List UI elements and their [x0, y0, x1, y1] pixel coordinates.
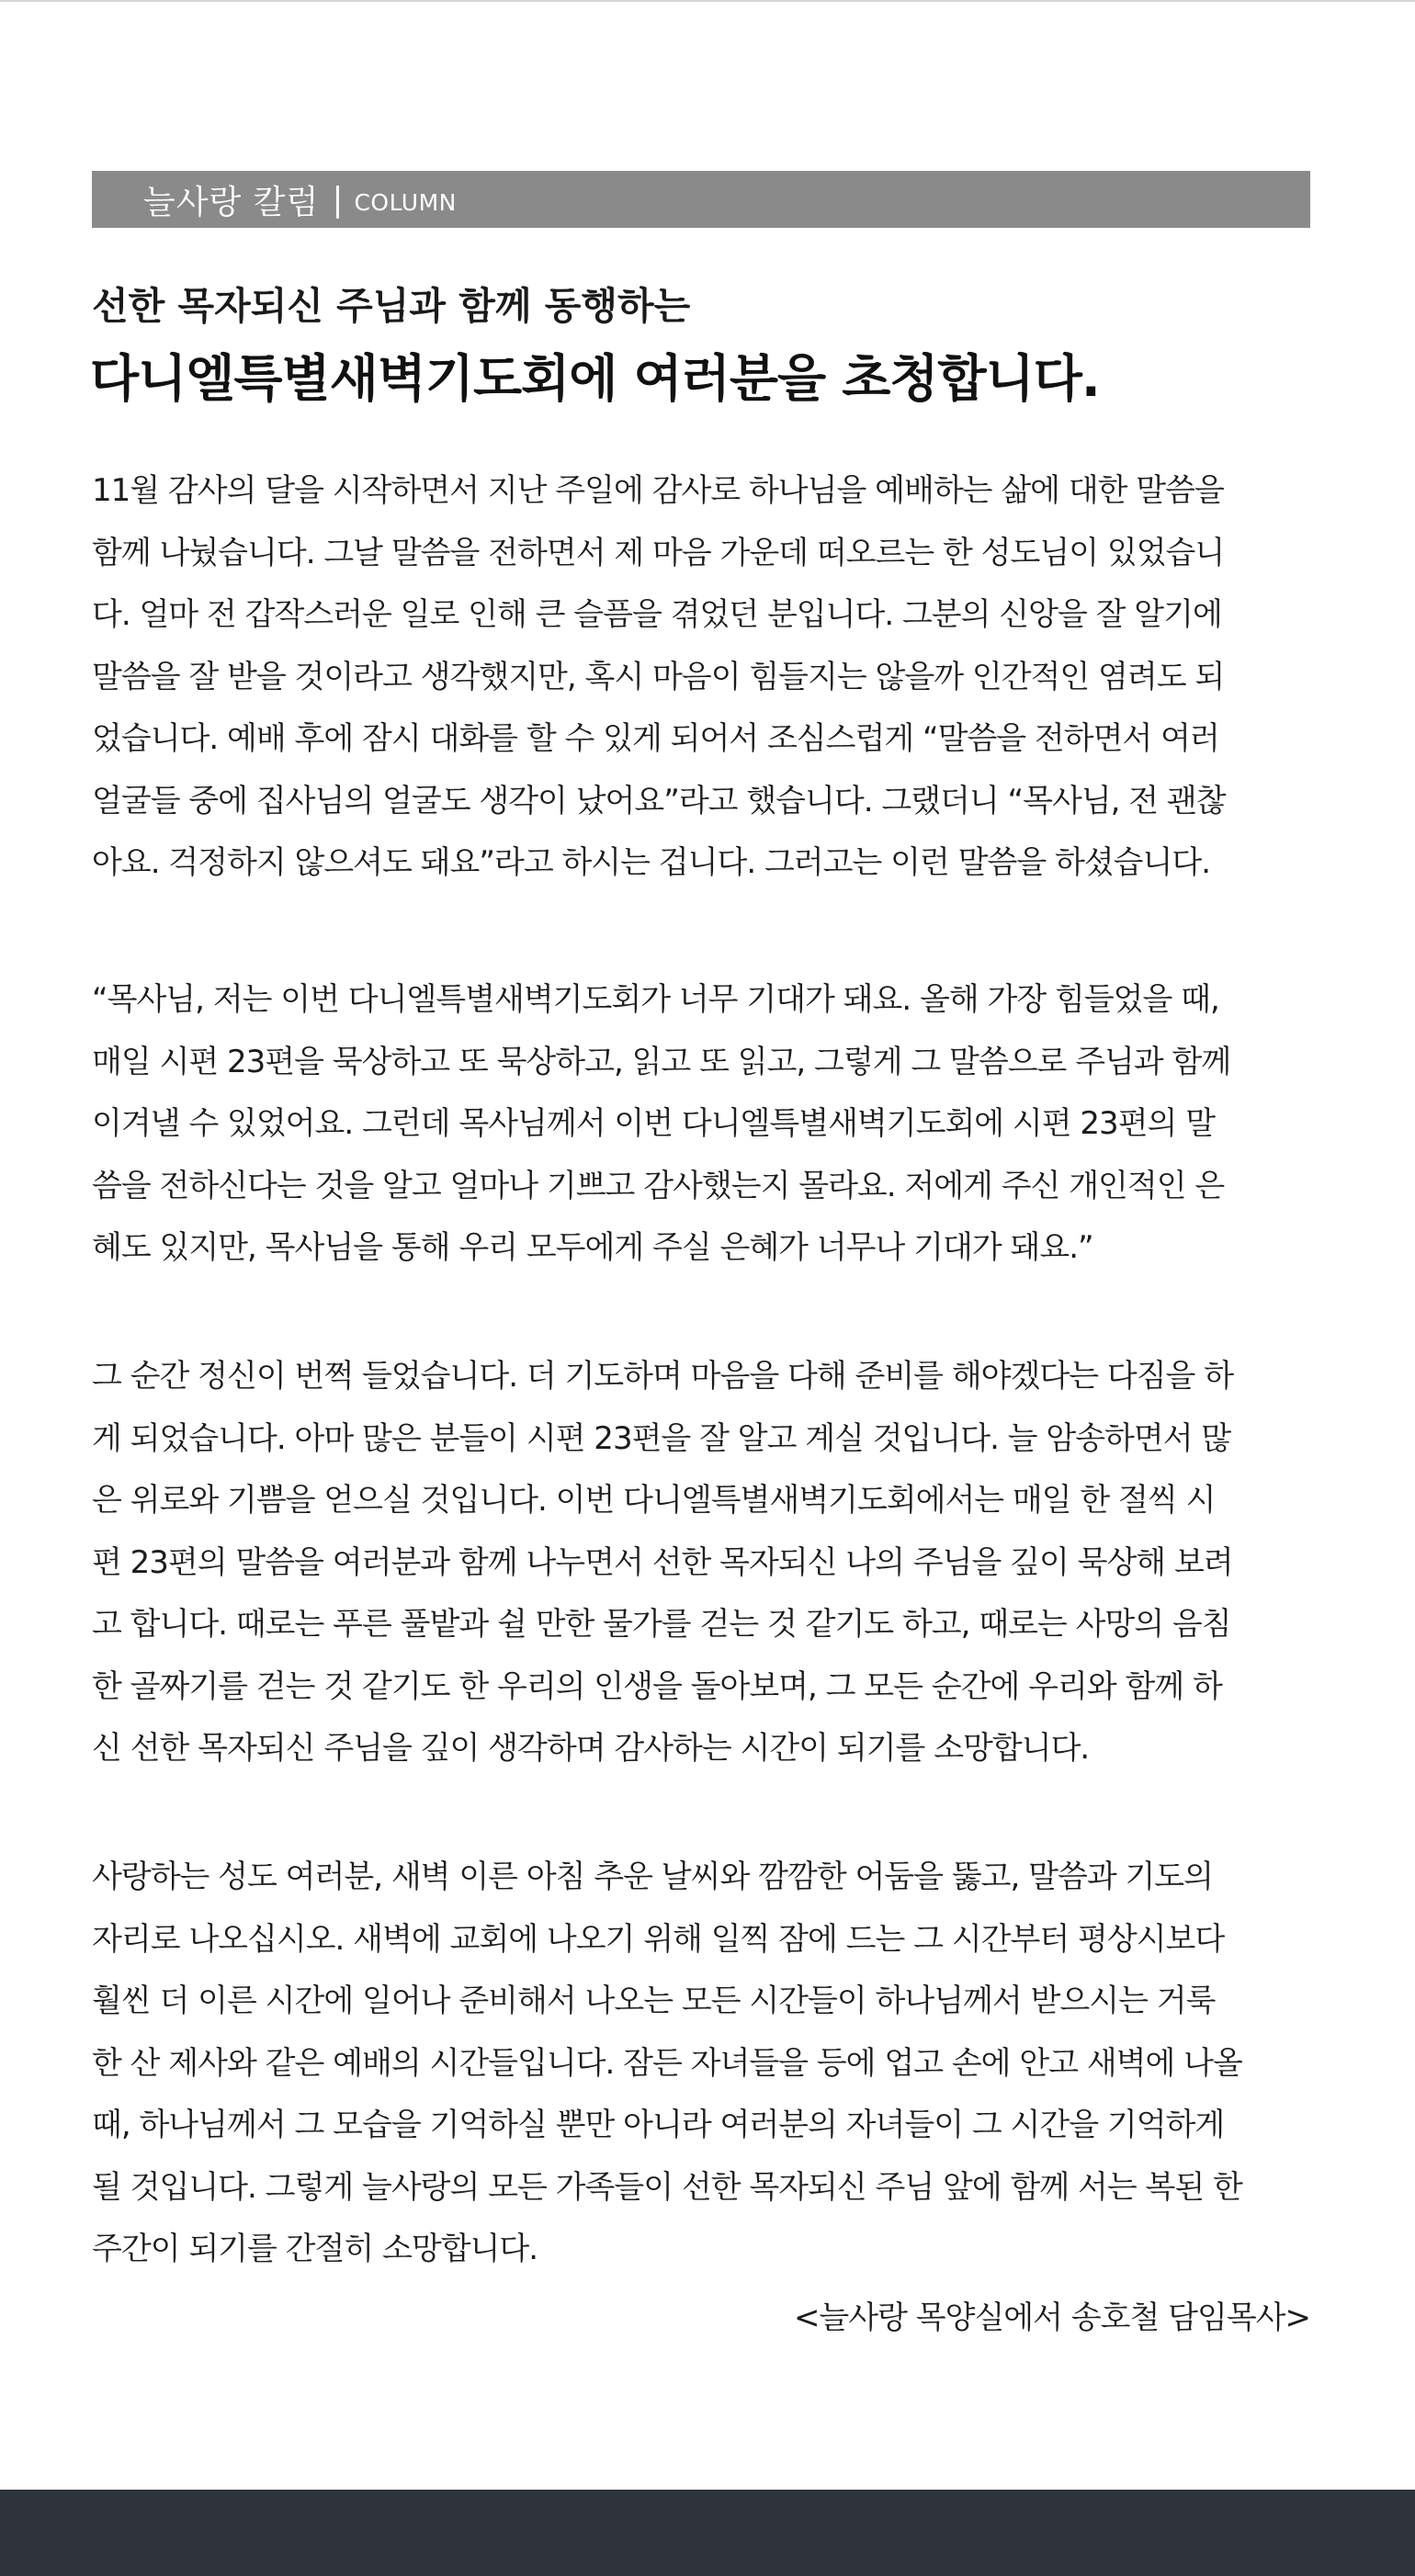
paragraph-line: 다. 얼마 전 갑작스러운 일로 인해 큰 슬픔을 겪었던 분입니다. 그분의 신앙을 잘 알기에	[92, 596, 1222, 633]
paragraph-line: 때, 하나님께서 그 모습을 기억하실 뿐만 아니라 여러분의 자녀들이 그 시간을 기억하게	[92, 2107, 1225, 2143]
paragraph-line: 훨씬 더 이른 시간에 일어나 준비해서 나오는 모든 시간들이 하나님께서 받으시는 거룩	[92, 1983, 1216, 2019]
article-subtitle: 선한 목자되신 주님과 함께 동행하는	[92, 284, 691, 328]
paragraph-line: 그 순간 정신이 번쩍 들었습니다. 더 기도하며 마음을 다해 준비를 해야겠다는 다짐을 하	[92, 1358, 1234, 1395]
article-paragraph-2	[92, 969, 1310, 1280]
article-paragraph-3	[92, 1346, 1310, 1780]
top-divider	[0, 0, 1415, 2]
footer-bar	[0, 2490, 1415, 2576]
paragraph-line: 함께 나눴습니다. 그날 말씀을 전하면서 제 마음 가운데 떠오르는 한 성도님이 있었습니	[92, 534, 1225, 571]
article-paragraph-1	[92, 460, 1310, 895]
paragraph-line: 게 되었습니다. 아마 많은 분들이 시편 23편을 잘 알고 계실 것입니다. 늘 암송하면서 많	[92, 1419, 1231, 1457]
paragraph-line: 자리로 나오십시오. 새벽에 교회에 나오기 위해 일찍 잠에 드는 그 시간부터 평상시보다	[92, 1920, 1225, 1958]
article-signature: <늘사랑 목양실에서 송호철 담임목사>	[793, 2299, 1310, 2336]
paragraph-line: 씀을 전하신다는 것을 알고 얼마나 기쁘고 감사했는지 몰라요. 저에게 주신 개인적인 은	[92, 1167, 1225, 1204]
paragraph-line: 고 합니다. 때로는 푸른 풀밭과 쉴 만한 물가를 걷는 것 같기도 하고, 때로는 사망의 음침	[92, 1606, 1231, 1643]
paragraph-line: 될 것입니다. 그렇게 늘사랑의 모든 가족들이 선한 목자되신 주님 앞에 함께 서는 복된 한	[92, 2168, 1242, 2206]
paragraph-line: “목사님, 저는 이번 다니엘특별새벽기도회가 너무 기대가 돼요. 올해 가장 힘들었을 때,	[92, 981, 1219, 1018]
article-paragraph-4	[92, 1847, 1310, 2281]
paragraph-line: 매일 시편 23편을 묵상하고 또 묵상하고, 읽고 또 읽고, 그렇게 그 말씀으로 주님과 함께	[92, 1043, 1231, 1080]
paragraph-line: 신 선한 목자되신 주님을 깊이 생각하며 감사하는 시간이 되기를 소망합니다.	[92, 1730, 1090, 1767]
paragraph-line: 혜도 있지만, 목사님을 통해 우리 모두에게 주실 은혜가 너무나 기대가 돼요.”	[92, 1229, 1093, 1266]
paragraph-line: 한 산 제사와 같은 예배의 시간들입니다. 잠든 자녀들을 등에 업고 손에 안고 새벽에 나올	[92, 2044, 1242, 2082]
paragraph-line: 얼굴들 중에 집사님의 얼굴도 생각이 났어요”라고 했습니다. 그랬더니 “목사님, 전 괜찮	[92, 782, 1226, 819]
paragraph-line: 이겨낼 수 있었어요. 그런데 목사님께서 이번 다니엘특별새벽기도회에 시편 23편의 말	[92, 1105, 1216, 1142]
paragraph-line: 아요. 걱정하지 않으셔도 돼요”라고 하시는 겁니다. 그러고는 이런 말씀을 하셨습니다.	[92, 844, 1210, 881]
paragraph-line: 은 위로와 기쁨을 얻으실 것입니다. 이번 다니엘특별새벽기도회에서는 매일 한 절씩 시	[92, 1482, 1216, 1519]
column-header-title: 늘사랑 칼럼	[143, 183, 320, 221]
paragraph-line: 11월 감사의 달을 시작하면서 지난 주일에 감사로 하나님을 예배하는 삶에 대한 말씀을	[92, 472, 1224, 509]
paragraph-line: 말씀을 잘 받을 것이라고 생각했지만, 혹시 마음이 힘들지는 않을까 인간적인 염려도 되	[92, 658, 1225, 695]
column-header-bar	[92, 171, 1310, 228]
paragraph-line: 한 골짜기를 걷는 것 같기도 한 우리의 인생을 돌아보며, 그 모든 순간에 우리와 함께 하	[92, 1667, 1222, 1705]
paragraph-line: 편 23편의 말씀을 여러분과 함께 나누면서 선한 목자되신 나의 주님을 깊이 묵상해 보려	[92, 1543, 1233, 1581]
paragraph-line: 주간이 되기를 간절히 소망합니다.	[92, 2231, 538, 2267]
article-title: 다니엘특별새벽기도회에 여러분을 초청합니다.	[90, 349, 1100, 408]
column-header-subtitle: COLUMN	[354, 188, 457, 216]
column-header-separator: |	[332, 180, 344, 219]
paragraph-line: 사랑하는 성도 여러분, 새벽 이른 아침 추운 날씨와 깜깜한 어둠을 뚫고, 말씀과 기도의	[92, 1859, 1213, 1895]
paragraph-line: 었습니다. 예배 후에 잠시 대화를 할 수 있게 되어서 조심스럽게 “말씀을 전하면서 여러	[92, 720, 1219, 757]
